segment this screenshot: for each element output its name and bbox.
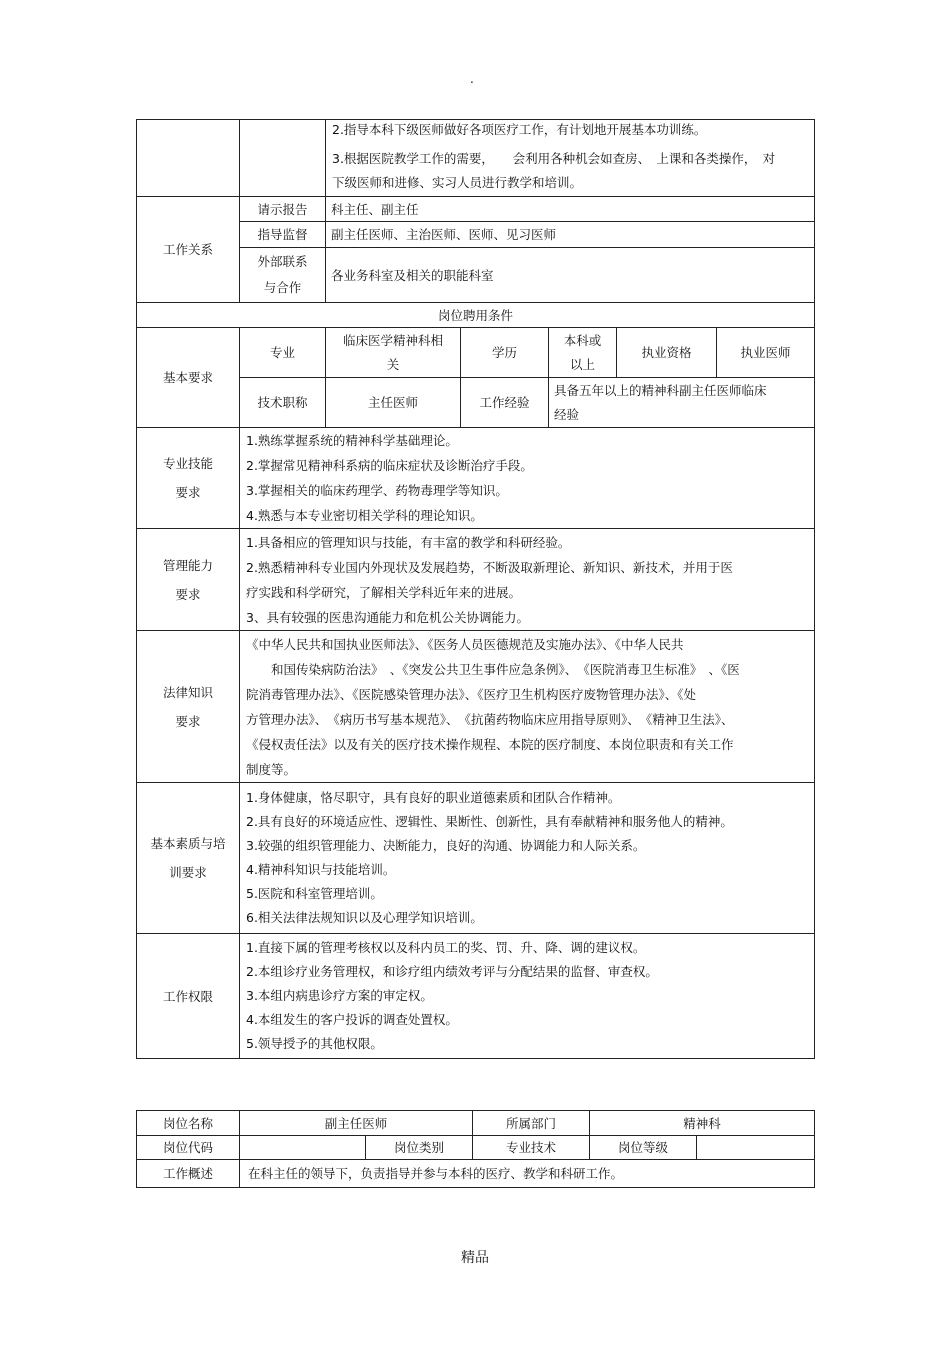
title-value: 主任医师 [326,378,461,428]
management-line: 2.熟悉精神科专业国内外现状及发展趋势，不断汲取新理论、新知识、新技术，并用于医 [246,559,733,575]
external-label-line: 与合作 [263,280,302,295]
authority-line: 3.本组内病患诊疗方案的审定权。 [246,988,433,1003]
position-grade-value [697,1136,815,1160]
duty-continuation [326,120,815,197]
work-summary-label: 工作概述 [137,1160,240,1188]
legal-line: 院消毒管理办法》、《医院感染管理办法》、《医疗卫生机构医疗废物管理办法》、《处 [246,686,697,702]
report-label: 请示报告 [240,197,326,222]
authority-line: 2.本组诊疗业务管理权，和诊疗组内绩效考评与分配结果的监督、审查权。 [246,964,658,979]
management-line: 3、具有较强的医患沟通能力和危机公关协调能力。 [246,609,529,625]
header-mark: . [470,72,474,86]
edu-value [549,328,617,378]
report-value: 科主任、副主任 [326,197,815,222]
authority-label: 工作权限 [137,934,240,1059]
supervise-label: 指导监督 [240,222,326,248]
external-value: 各业务科室及相关的职能科室 [326,248,815,303]
skill-line: 4.熟悉与本专业密切相关学科的理论知识。 [246,508,483,523]
authority-line: 4.本组发生的客户投诉的调查处置权。 [246,1012,458,1027]
position-info-table [136,1110,815,1188]
exp-value-line: 经验 [554,406,580,422]
legal-label [137,631,240,783]
job-requirements-table [136,119,815,1059]
position-name-value: 副主任医师 [240,1111,473,1136]
skill-line: 2.掌握常见精神科系病的临床症状及诊断治疗手段。 [246,458,533,473]
skills-label [137,428,240,529]
legal-line: 《侵权责任法》以及有关的医疗技术操作规程、本院的医疗制度、本岗位职责和有关工作 [246,736,734,752]
quality-line: 1.身体健康，恪尽职守，具有良好的职业道德素质和团队合作精神。 [246,790,621,805]
department-value: 精神科 [590,1111,815,1136]
title-label: 技术职称 [240,378,326,428]
management-label-line: 管理能力 [162,557,213,573]
quality-content [240,783,815,934]
legal-content [240,631,815,783]
major-value-line: 临床医学精神科相 [342,332,443,348]
management-line: 1.具备相应的管理知识与技能，有丰富的教学和科研经验。 [246,534,571,550]
management-content [240,529,815,631]
management-label-line: 要求 [175,586,201,602]
authority-content [240,934,815,1059]
edu-value-line: 本科或 [563,332,602,348]
position-type-label: 岗位类别 [366,1136,473,1160]
skill-line: 1.熟练掌握系统的精神科学基础理论。 [246,433,458,448]
quality-line: 3.较强的组织管理能力、决断能力，良好的沟通、协调能力和人际关系。 [246,838,646,853]
legal-line: 方管理办法》、 《病历书写基本规范》、 《抗菌药物临床应用指导原则》、 《精神卫生法》、 [246,711,734,727]
quality-line: 6.相关法律法规知识以及心理学知识培训。 [246,910,483,925]
quality-line: 5.医院和科室管理培训。 [246,886,383,901]
quality-label [137,783,240,934]
hiring-conditions-title: 岗位聘用条件 [137,303,815,328]
position-name-label: 岗位名称 [137,1111,240,1136]
exp-value-line: 具备五年以上的精神科副主任医师临床 [554,382,767,398]
skill-line: 3.掌握相关的临床药理学、药物毒理学等知识。 [246,483,508,498]
edu-value-line: 以上 [569,356,595,372]
major-value [326,328,461,378]
legal-label-line: 法律知识 [162,684,213,700]
qual-label: 执业资格 [617,328,717,378]
external-label [240,248,326,303]
authority-line: 5.领导授予的其他权限。 [246,1036,383,1051]
position-code-label: 岗位代码 [137,1136,240,1160]
quality-line: 2.具有良好的环境适应性、逻辑性、果断性、创新性，具有奉献精神和服务他人的精神。 [246,814,733,829]
qual-value: 执业医师 [717,328,815,378]
position-code-value [240,1136,366,1160]
duty-line: 3.根据医院教学工作的需要， 会利用各种机会如查房、 上课和各类操作， 对 [332,151,776,166]
work-summary-value: 在科主任的领导下，负责指导并参与本科的医疗、教学和科研工作。 [240,1160,815,1188]
basic-req-label: 基本要求 [137,328,240,428]
legal-line: 《中华人民共和国执业医师法》、《医务人员医德规范及实施办法》、《中华人民共 [246,636,684,652]
work-relations-label: 工作关系 [137,197,240,303]
duty-line: 2.指导本科下级医师做好各项医疗工作，有计划地开展基本功训练。 [332,122,707,137]
position-grade-label: 岗位等级 [590,1136,697,1160]
external-label-line: 外部联系 [257,254,308,269]
quality-line: 4.精神科知识与技能培训。 [246,862,396,877]
edu-label: 学历 [461,328,549,378]
skills-content [240,428,815,529]
blank-cell [240,120,326,197]
blank-cell [137,120,240,197]
exp-value [549,378,815,428]
management-line: 疗实践和科学研究，了解相关学科近年来的进展。 [246,584,522,600]
legal-line: 和国传染病防治法》 、《突发公共卫生事件应急条例》、 《医院消毒卫生标准》 、《医 [246,661,740,677]
page-footer: 精品 [461,1250,489,1266]
legal-label-line: 要求 [175,713,201,729]
skills-label-line: 专业技能 [162,456,213,471]
legal-line: 制度等。 [246,761,297,777]
quality-label-line: 训要求 [169,865,207,880]
management-label [137,529,240,631]
major-value-line: 关 [386,356,400,372]
quality-label-line: 基本素质与培 [150,836,226,851]
department-label: 所属部门 [473,1111,590,1136]
major-label: 专业 [240,328,326,378]
skills-label-line: 要求 [175,485,201,500]
duty-line: 下级医师和进修、实习人员进行教学和培训。 [332,175,583,190]
authority-line: 1.直接下属的管理考核权以及科内员工的奖、罚、升、降、调的建议权。 [246,940,646,955]
exp-label: 工作经验 [461,378,549,428]
position-type-value: 专业技术 [473,1136,590,1160]
supervise-value: 副主任医师、主治医师、医师、见习医师 [326,222,815,248]
